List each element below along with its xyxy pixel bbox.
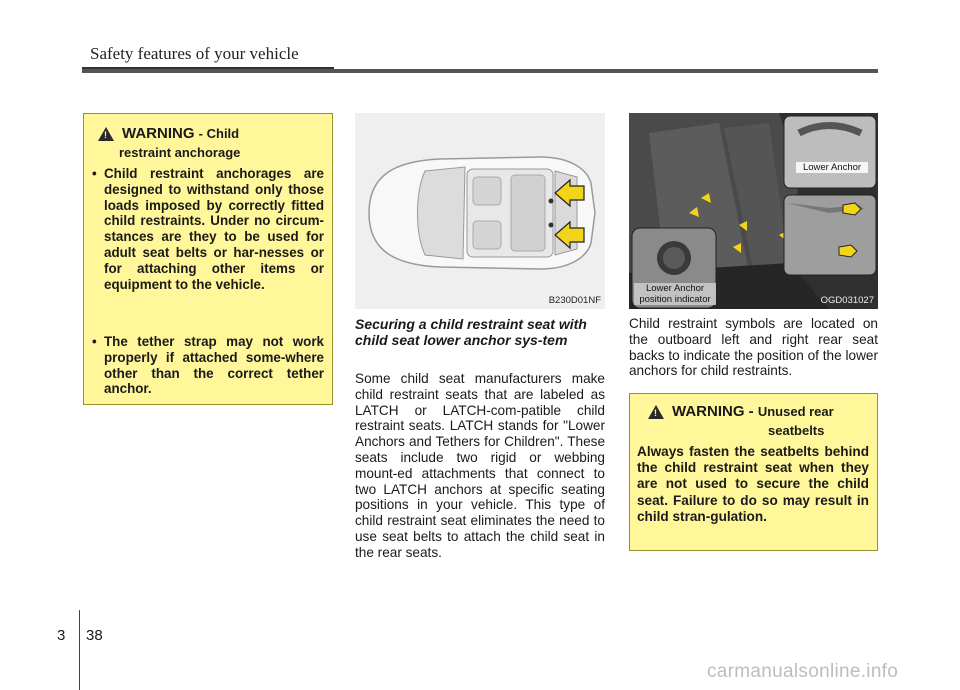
warning-box-anchorage bbox=[83, 113, 333, 405]
child-restraint-symbols-paragraph: Child restraint symbols are located on the outboard left and right rear seat backs to indicate the position of the lower anchors for child restraints. bbox=[629, 316, 878, 379]
warning-word: WARNING - bbox=[672, 403, 754, 420]
figure-code: B230D01NF bbox=[548, 295, 601, 306]
chapter-number: 3 bbox=[57, 627, 66, 644]
warning-subtitle-line2: restraint anchorage bbox=[119, 145, 241, 160]
warning-body: Always fasten the seatbelts behind the child restraint seat when they are not used to secure the child seat. Failure to do so may result in child stran-gulation. bbox=[637, 444, 869, 524]
header-title: Safety features of your vehicle bbox=[90, 44, 299, 63]
section-paragraph: Some child seat manufacturers make child restraint seats that are labeled as LATCH or LATCH-com-patible child restraint seats. LATCH stands for "Lower Anchors and Tethers for Children". These seats include two rigid or webbing mount-ed attachments that connect to two LATCH anchors at specific seating positions in your vehicle. This type of child restraint seat eliminates the need to use seat belts to attach the child seat in the rear seats. bbox=[355, 371, 605, 560]
warning-subtitle: Unused rear bbox=[757, 404, 834, 419]
warning-box-unused-seatbelts bbox=[629, 393, 878, 551]
section-title: Securing a child restraint seat with child seat lower anchor sys-tem bbox=[355, 316, 587, 348]
lower-anchor-label: Lower Anchor bbox=[796, 162, 868, 173]
header-rule bbox=[82, 69, 878, 73]
warning-subtitle-line2: seatbelts bbox=[768, 423, 825, 438]
warning-subtitle: - Child bbox=[198, 126, 240, 141]
warning-bullet: • The tether strap may not work properly if attached some-where other than the correct tether anchor. bbox=[92, 334, 324, 397]
warning-triangle-icon: ! bbox=[98, 127, 114, 141]
page-number: 38 bbox=[86, 627, 103, 644]
warning-bullet: • Child restraint anchorages are designed to withstand only those loads imposed by correctly fitted child restraints. Under no circum-stances are they to be used for adult seat belts or har-nesses or for attaching other items or equipment to the vehicle. bbox=[92, 166, 324, 292]
figure-code: OGD031027 bbox=[820, 295, 874, 306]
position-indicator-label: Lower Anchor position indicator bbox=[634, 283, 716, 305]
car-top-view-illustration bbox=[355, 113, 605, 309]
warning-triangle-icon: ! bbox=[648, 405, 664, 419]
rear-seat-illustration bbox=[629, 113, 878, 309]
footer-divider bbox=[79, 610, 80, 690]
warning-word: WARNING bbox=[122, 125, 195, 142]
watermark: carmanualsonline.info bbox=[707, 661, 899, 682]
rear-seat-figure bbox=[629, 113, 878, 309]
car-top-view-figure bbox=[355, 113, 605, 309]
